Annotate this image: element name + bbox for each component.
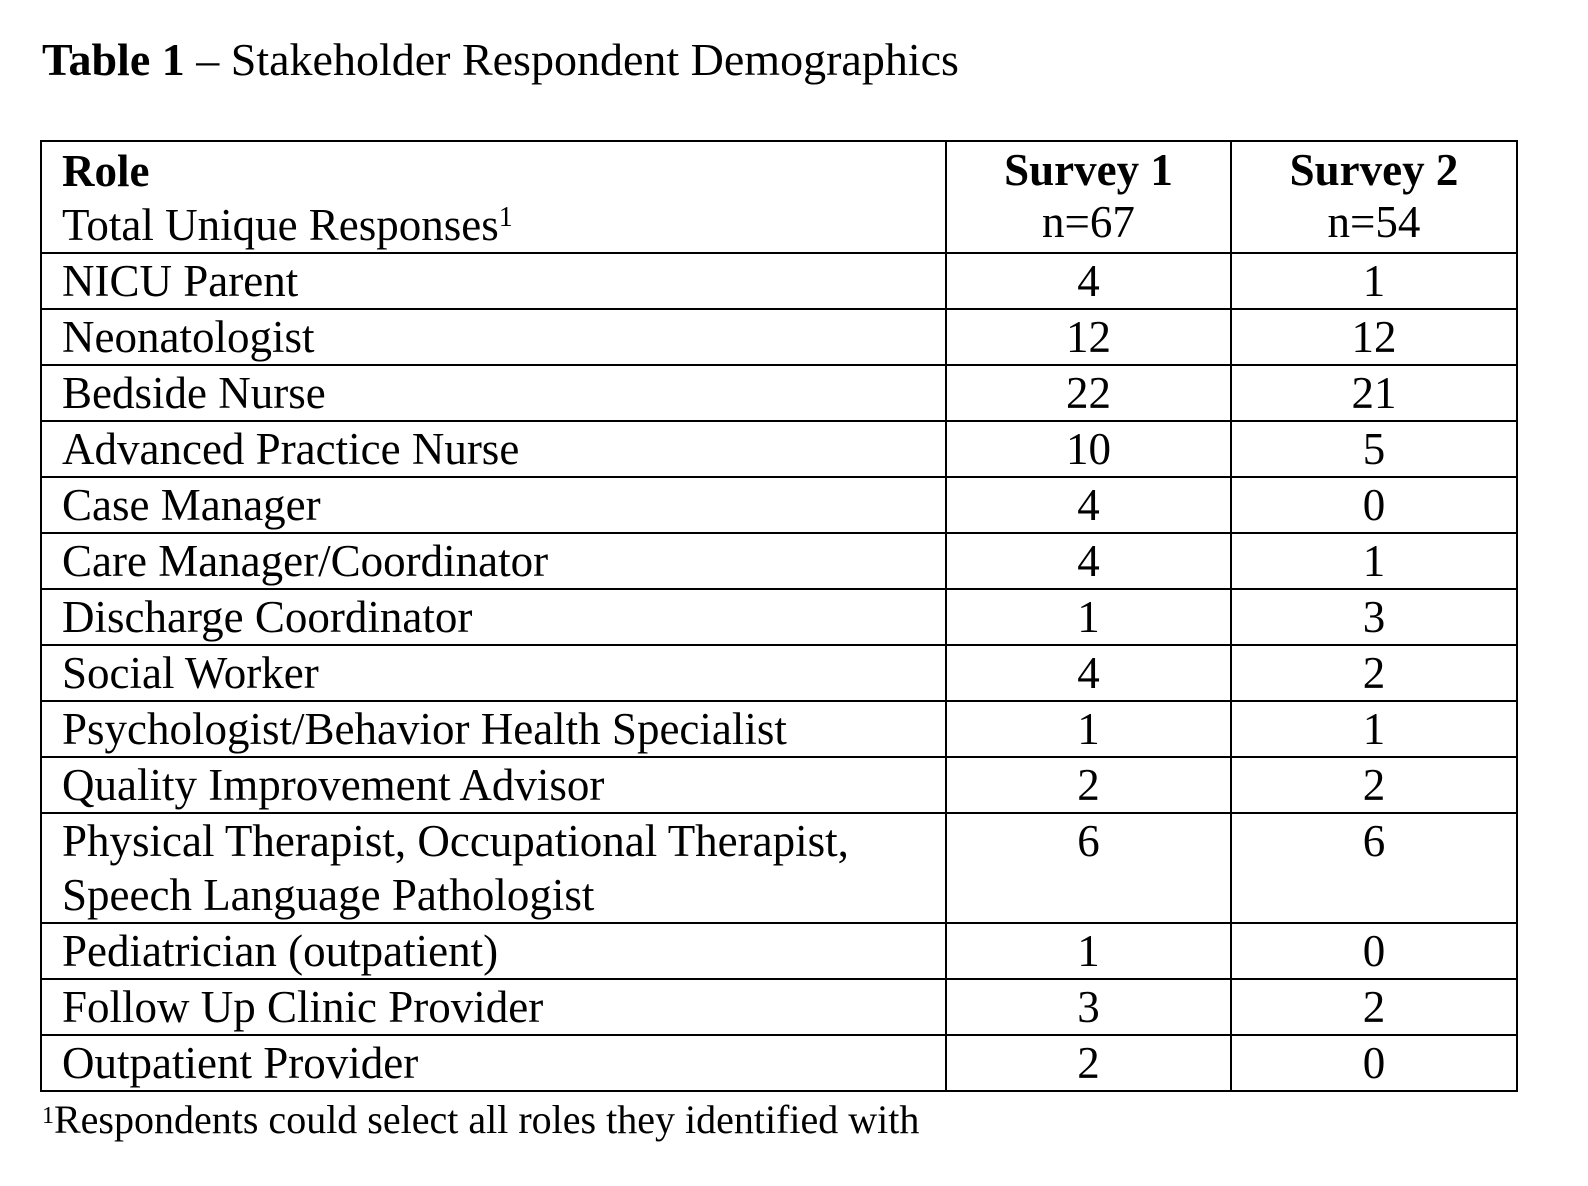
table-row (41, 365, 1517, 421)
survey1-sample-size: n=67 (1042, 197, 1135, 247)
table-row (41, 533, 1517, 589)
role-header-cell (41, 141, 946, 253)
role-cell: Social Worker (41, 645, 946, 701)
survey1-count-cell: 2 (946, 757, 1231, 813)
survey1-count-cell: 2 (946, 1035, 1231, 1091)
table-row (41, 923, 1517, 979)
role-cell: Neonatologist (41, 309, 946, 365)
role-cell: NICU Parent (41, 253, 946, 309)
footnote-marker: 1 (42, 1102, 54, 1129)
role-cell: Discharge Coordinator (41, 589, 946, 645)
table-row (41, 589, 1517, 645)
survey2-column-header: Survey 2 (1289, 145, 1459, 195)
table-row (41, 813, 1517, 923)
survey2-count-cell: 3 (1231, 589, 1517, 645)
header-row (41, 141, 1517, 253)
survey1-count-cell: 1 (946, 701, 1231, 757)
survey2-count-cell: 12 (1231, 309, 1517, 365)
survey1-count-cell: 3 (946, 979, 1231, 1035)
table-row (41, 701, 1517, 757)
table-footnote (42, 1096, 919, 1144)
table-row (41, 1035, 1517, 1091)
table-row (41, 645, 1517, 701)
survey1-count-cell: 4 (946, 645, 1231, 701)
survey2-count-cell: 2 (1231, 757, 1517, 813)
survey2-count-cell: 1 (1231, 701, 1517, 757)
table-row (41, 309, 1517, 365)
survey1-column-header: Survey 1 (1004, 145, 1173, 195)
role-cell: Quality Improvement Advisor (41, 757, 946, 813)
table-caption (42, 32, 959, 88)
survey2-count-cell: 2 (1231, 645, 1517, 701)
role-cell: Outpatient Provider (41, 1035, 946, 1091)
table-row (41, 421, 1517, 477)
survey1-count-cell: 4 (946, 477, 1231, 533)
survey1-count-cell: 6 (946, 813, 1231, 923)
survey2-count-cell: 2 (1231, 979, 1517, 1035)
survey2-sample-size: n=54 (1327, 197, 1421, 247)
table-body (41, 141, 1517, 1091)
survey1-count-cell: 1 (946, 923, 1231, 979)
footnote-text: Respondents could select all roles they identified with (54, 1097, 920, 1142)
survey1-count-cell: 1 (946, 589, 1231, 645)
survey2-count-cell: 0 (1231, 477, 1517, 533)
table-row (41, 253, 1517, 309)
survey2-count-cell: 0 (1231, 923, 1517, 979)
survey1-count-cell: 12 (946, 309, 1231, 365)
table-row (41, 477, 1517, 533)
role-cell: Advanced Practice Nurse (41, 421, 946, 477)
total-unique-responses-label: Total Unique Responses (62, 200, 499, 250)
table-row (41, 979, 1517, 1035)
role-cell: Physical Therapist, Occupational Therapist, Speech Language Pathologist (41, 813, 946, 923)
survey1-header-cell (946, 141, 1231, 253)
footnote-marker: 1 (498, 202, 513, 233)
survey2-header-cell (1231, 141, 1517, 253)
survey1-count-cell: 10 (946, 421, 1231, 477)
role-cell: Case Manager (41, 477, 946, 533)
role-cell: Pediatrician (outpatient) (41, 923, 946, 979)
survey2-count-cell: 6 (1231, 813, 1517, 923)
survey2-count-cell: 21 (1231, 365, 1517, 421)
role-cell: Follow Up Clinic Provider (41, 979, 946, 1035)
survey2-count-cell: 0 (1231, 1035, 1517, 1091)
role-cell: Bedside Nurse (41, 365, 946, 421)
survey1-count-cell: 22 (946, 365, 1231, 421)
table-label: Table 1 (42, 34, 185, 85)
role-cell: Care Manager/Coordinator (41, 533, 946, 589)
survey1-count-cell: 4 (946, 533, 1231, 589)
role-cell: Psychologist/Behavior Health Specialist (41, 701, 946, 757)
survey2-count-cell: 1 (1231, 253, 1517, 309)
caption-separator: – (184, 34, 231, 85)
survey2-count-cell: 1 (1231, 533, 1517, 589)
role-column-header: Role (62, 146, 150, 196)
survey1-count-cell: 4 (946, 253, 1231, 309)
table-title: Stakeholder Respondent Demographics (230, 34, 959, 85)
table-row (41, 757, 1517, 813)
demographics-table (40, 140, 1518, 1092)
survey2-count-cell: 5 (1231, 421, 1517, 477)
